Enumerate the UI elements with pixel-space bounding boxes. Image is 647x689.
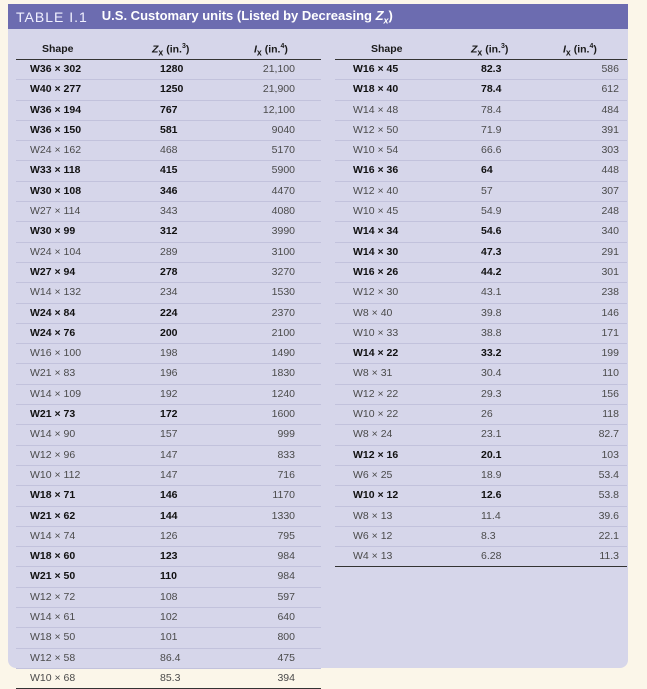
table-row bbox=[335, 324, 627, 344]
cell-zx: 157 bbox=[160, 428, 178, 441]
table-row bbox=[16, 80, 321, 100]
cell-ix: 3990 bbox=[271, 225, 295, 238]
cell-ix: 716 bbox=[277, 468, 295, 481]
table-row bbox=[16, 486, 321, 506]
cell-shape: W8 × 31 bbox=[353, 367, 393, 380]
table-row bbox=[335, 466, 627, 486]
cell-zx: 6.28 bbox=[481, 550, 502, 563]
table-row bbox=[16, 344, 321, 364]
cell-ix: 1490 bbox=[271, 347, 295, 360]
cell-zx: 1280 bbox=[160, 63, 184, 75]
cell-ix: 82.7 bbox=[598, 428, 619, 441]
cell-shape: W24 × 84 bbox=[30, 306, 76, 319]
column-header-row bbox=[335, 39, 627, 60]
cell-zx: 343 bbox=[160, 205, 178, 218]
cell-shape: W33 × 118 bbox=[30, 164, 81, 177]
table-row bbox=[16, 669, 321, 689]
cell-shape: W21 × 62 bbox=[30, 509, 76, 522]
cell-shape: W4 × 13 bbox=[353, 550, 393, 563]
table-row bbox=[335, 527, 627, 547]
cell-ix: 795 bbox=[277, 529, 295, 542]
cell-zx: 78.4 bbox=[481, 83, 502, 96]
cell-zx: 144 bbox=[160, 509, 178, 522]
cell-zx: 224 bbox=[160, 306, 178, 319]
header-ix: $I_x$ (in.$^4$) bbox=[254, 43, 288, 58]
cell-ix: 1600 bbox=[271, 408, 295, 421]
cell-shape: W8 × 24 bbox=[353, 428, 393, 441]
cell-ix: 12,100 bbox=[262, 103, 295, 116]
cell-shape: W12 × 22 bbox=[353, 387, 399, 400]
cell-shape: W24 × 162 bbox=[30, 144, 82, 157]
cell-ix: 3270 bbox=[271, 265, 295, 278]
cell-ix: 9040 bbox=[271, 123, 295, 136]
cell-zx: 23.1 bbox=[481, 428, 502, 441]
cell-shape: W10 × 45 bbox=[353, 205, 399, 218]
cell-shape: W18 × 71 bbox=[30, 489, 76, 502]
cell-ix: 586 bbox=[601, 63, 619, 75]
table-row bbox=[16, 567, 321, 587]
cell-shape: W16 × 36 bbox=[353, 164, 399, 177]
cell-shape: W12 × 40 bbox=[353, 184, 399, 197]
cell-zx: 110 bbox=[160, 570, 177, 583]
cell-ix: 394 bbox=[277, 671, 295, 684]
cell-shape: W6 × 12 bbox=[353, 529, 393, 542]
table-row bbox=[16, 283, 321, 303]
cell-shape: W10 × 12 bbox=[353, 489, 399, 502]
cell-shape: W16 × 26 bbox=[353, 265, 399, 278]
table-row bbox=[16, 446, 321, 466]
cell-shape: W40 × 277 bbox=[30, 83, 82, 96]
cell-ix: 2100 bbox=[271, 326, 295, 339]
cell-zx: 47.3 bbox=[481, 245, 502, 258]
cell-ix: 984 bbox=[277, 550, 295, 563]
table-row bbox=[335, 263, 627, 283]
cell-zx: 44.2 bbox=[481, 265, 502, 278]
cell-ix: 238 bbox=[601, 286, 619, 299]
cell-shape: W21 × 50 bbox=[30, 570, 76, 583]
cell-zx: 30.4 bbox=[481, 367, 502, 380]
cell-ix: 999 bbox=[277, 428, 295, 441]
cell-ix: 21,100 bbox=[262, 63, 295, 75]
cell-shape: W14 × 61 bbox=[30, 611, 76, 624]
cell-shape: W12 × 30 bbox=[353, 286, 399, 299]
cell-zx: 54.9 bbox=[481, 205, 502, 218]
table-row bbox=[16, 304, 321, 324]
table-row bbox=[335, 121, 627, 141]
table-row bbox=[16, 161, 321, 181]
table-panel bbox=[8, 4, 628, 684]
table-row bbox=[335, 161, 627, 181]
cell-zx: 278 bbox=[160, 265, 178, 278]
cell-shape: W12 × 16 bbox=[353, 448, 399, 461]
cell-zx: 767 bbox=[160, 103, 178, 116]
header-zx: $Z_x$ (in.$^3$) bbox=[152, 43, 190, 58]
cell-shape: W12 × 50 bbox=[353, 123, 399, 136]
cell-shape: W12 × 96 bbox=[30, 448, 76, 461]
cell-ix: 800 bbox=[277, 631, 295, 644]
cell-shape: W6 × 25 bbox=[353, 468, 393, 481]
cell-zx: 289 bbox=[160, 245, 178, 258]
table-row bbox=[335, 202, 627, 222]
cell-ix: 833 bbox=[277, 448, 295, 461]
cell-zx: 1250 bbox=[160, 83, 184, 96]
cell-shape: W8 × 40 bbox=[353, 306, 393, 319]
cell-zx: 147 bbox=[160, 448, 178, 461]
table-row bbox=[16, 527, 321, 547]
cell-ix: 1830 bbox=[271, 367, 295, 380]
cell-zx: 85.3 bbox=[160, 671, 181, 684]
table-row bbox=[335, 344, 627, 364]
header-ix: $I_x$ (in.$^4$) bbox=[563, 43, 597, 58]
cell-zx: 12.6 bbox=[481, 489, 502, 502]
cell-ix: 1330 bbox=[271, 509, 295, 522]
cell-ix: 53.8 bbox=[598, 489, 619, 502]
table-row bbox=[16, 141, 321, 161]
cell-ix: 303 bbox=[601, 144, 619, 157]
cell-zx: 123 bbox=[160, 550, 178, 563]
cell-ix: 146 bbox=[601, 306, 619, 319]
cell-shape: W12 × 72 bbox=[30, 590, 76, 603]
table-title-bar bbox=[8, 4, 628, 29]
table-label: TABLE I.1 bbox=[16, 8, 88, 25]
table-row bbox=[16, 588, 321, 608]
cell-ix: 4470 bbox=[271, 184, 295, 197]
table-row bbox=[16, 263, 321, 283]
cell-zx: 234 bbox=[160, 286, 178, 299]
cell-zx: 33.2 bbox=[481, 347, 502, 360]
cell-ix: 1170 bbox=[272, 489, 295, 502]
cell-zx: 101 bbox=[160, 631, 178, 644]
cell-shape: W14 × 48 bbox=[353, 103, 399, 116]
table-row bbox=[16, 202, 321, 222]
cell-ix: 291 bbox=[601, 245, 619, 258]
cell-ix: 53.4 bbox=[598, 468, 619, 481]
cell-shape: W10 × 112 bbox=[30, 468, 81, 481]
table-row bbox=[16, 425, 321, 445]
cell-zx: 54.6 bbox=[481, 225, 502, 238]
header-zx: $Z_x$ (in.$^3$) bbox=[471, 43, 509, 58]
table-row bbox=[335, 507, 627, 527]
cell-shape: W36 × 302 bbox=[30, 63, 82, 75]
cell-zx: 43.1 bbox=[481, 286, 502, 299]
table-row bbox=[335, 80, 627, 100]
cell-shape: W24 × 104 bbox=[30, 245, 82, 258]
cell-ix: 612 bbox=[601, 83, 619, 96]
cell-shape: W10 × 54 bbox=[353, 144, 399, 157]
table-row bbox=[16, 324, 321, 344]
column-header-row bbox=[16, 39, 321, 60]
cell-zx: 172 bbox=[160, 408, 178, 421]
cell-ix: 171 bbox=[601, 326, 619, 339]
cell-shape: W18 × 40 bbox=[353, 83, 399, 96]
table-row bbox=[16, 182, 321, 202]
table-row bbox=[16, 385, 321, 405]
right-rows bbox=[335, 60, 627, 567]
table-row bbox=[335, 243, 627, 263]
table-row bbox=[16, 628, 321, 648]
cell-shape: W14 × 22 bbox=[353, 347, 399, 360]
table-row bbox=[335, 304, 627, 324]
table-row bbox=[335, 101, 627, 121]
table-row bbox=[335, 364, 627, 384]
cell-zx: 147 bbox=[160, 468, 178, 481]
cell-shape: W14 × 74 bbox=[30, 529, 76, 542]
cell-ix: 984 bbox=[277, 570, 295, 583]
table-row bbox=[335, 141, 627, 161]
table-row bbox=[16, 649, 321, 669]
cell-ix: 301 bbox=[601, 265, 619, 278]
cell-ix: 22.1 bbox=[598, 529, 619, 542]
cell-shape: W16 × 45 bbox=[353, 63, 399, 75]
cell-zx: 38.8 bbox=[481, 326, 502, 339]
cell-ix: 484 bbox=[601, 103, 619, 116]
cell-zx: 8.3 bbox=[481, 529, 496, 542]
cell-ix: 5900 bbox=[271, 164, 295, 177]
cell-zx: 20.1 bbox=[481, 448, 502, 461]
table-row bbox=[16, 405, 321, 425]
cell-zx: 126 bbox=[160, 529, 178, 542]
cell-shape: W12 × 58 bbox=[30, 651, 76, 664]
cell-ix: 1240 bbox=[271, 387, 295, 400]
cell-zx: 66.6 bbox=[481, 144, 502, 157]
cell-zx: 102 bbox=[160, 611, 178, 624]
cell-shape: W10 × 68 bbox=[30, 671, 76, 684]
table-row bbox=[335, 547, 627, 567]
table-row bbox=[335, 222, 627, 242]
cell-ix: 2370 bbox=[271, 306, 295, 319]
cell-shape: W18 × 60 bbox=[30, 550, 76, 563]
table-row bbox=[335, 385, 627, 405]
cell-zx: 581 bbox=[160, 123, 178, 136]
table-row bbox=[335, 182, 627, 202]
cell-ix: 4080 bbox=[271, 205, 295, 218]
cell-zx: 29.3 bbox=[481, 387, 502, 400]
cell-ix: 307 bbox=[601, 184, 619, 197]
cell-shape: W30 × 99 bbox=[30, 225, 76, 238]
table-row bbox=[16, 608, 321, 628]
cell-zx: 11.4 bbox=[481, 509, 501, 522]
cell-ix: 391 bbox=[601, 123, 619, 136]
cell-zx: 64 bbox=[481, 164, 493, 177]
cell-shape: W36 × 194 bbox=[30, 103, 82, 116]
cell-zx: 71.9 bbox=[481, 123, 502, 136]
cell-shape: W24 × 76 bbox=[30, 326, 76, 339]
cell-zx: 57 bbox=[481, 184, 493, 197]
table-row bbox=[335, 283, 627, 303]
table-row bbox=[335, 446, 627, 466]
cell-shape: W14 × 109 bbox=[30, 387, 82, 400]
cell-zx: 192 bbox=[160, 387, 178, 400]
cell-zx: 415 bbox=[160, 164, 178, 177]
cell-shape: W14 × 30 bbox=[353, 245, 399, 258]
cell-zx: 26 bbox=[481, 408, 493, 421]
table-caption: U.S. Customary units (Listed by Decreasing $Z_x$) bbox=[101, 7, 393, 26]
cell-ix: 475 bbox=[277, 651, 295, 664]
cell-ix: 118 bbox=[602, 408, 619, 421]
cell-ix: 640 bbox=[277, 611, 295, 624]
cell-ix: 597 bbox=[277, 590, 295, 603]
table-row bbox=[335, 486, 627, 506]
cell-shape: W30 × 108 bbox=[30, 184, 82, 197]
cell-zx: 198 bbox=[160, 347, 178, 360]
cell-zx: 86.4 bbox=[160, 651, 181, 664]
cell-ix: 248 bbox=[601, 205, 619, 218]
table-row bbox=[16, 101, 321, 121]
cell-zx: 200 bbox=[160, 326, 178, 339]
cell-shape: W14 × 132 bbox=[30, 286, 82, 299]
cell-zx: 82.3 bbox=[481, 63, 502, 75]
cell-shape: W27 × 114 bbox=[30, 205, 81, 218]
cell-shape: W14 × 90 bbox=[30, 428, 76, 441]
cell-shape: W14 × 34 bbox=[353, 225, 399, 238]
cell-ix: 340 bbox=[601, 225, 619, 238]
cell-shape: W16 × 100 bbox=[30, 347, 82, 360]
table-row bbox=[335, 425, 627, 445]
cell-zx: 196 bbox=[160, 367, 178, 380]
cell-zx: 346 bbox=[160, 184, 178, 197]
cell-ix: 156 bbox=[601, 387, 619, 400]
cell-zx: 78.4 bbox=[481, 103, 502, 116]
cell-shape: W8 × 13 bbox=[353, 509, 393, 522]
table-row bbox=[16, 243, 321, 263]
cell-ix: 1530 bbox=[271, 286, 295, 299]
table-row bbox=[16, 507, 321, 527]
table-row bbox=[16, 466, 321, 486]
table-row bbox=[16, 222, 321, 242]
table-row bbox=[16, 60, 321, 80]
cell-ix: 11.3 bbox=[599, 550, 619, 563]
cell-shape: W27 × 94 bbox=[30, 265, 76, 278]
cell-zx: 468 bbox=[160, 144, 178, 157]
cell-shape: W18 × 50 bbox=[30, 631, 76, 644]
cell-ix: 5170 bbox=[271, 144, 295, 157]
cell-zx: 312 bbox=[160, 225, 178, 238]
cell-ix: 103 bbox=[601, 448, 619, 461]
cell-shape: W36 × 150 bbox=[30, 123, 82, 136]
cell-ix: 110 bbox=[602, 367, 619, 380]
cell-ix: 448 bbox=[601, 164, 619, 177]
table-row bbox=[335, 405, 627, 425]
table-row bbox=[16, 121, 321, 141]
cell-ix: 3100 bbox=[271, 245, 295, 258]
header-shape: Shape bbox=[42, 43, 74, 55]
cell-zx: 39.8 bbox=[481, 306, 502, 319]
cell-ix: 199 bbox=[601, 347, 619, 360]
table-row bbox=[16, 547, 321, 567]
cell-zx: 18.9 bbox=[481, 468, 502, 481]
cell-shape: W10 × 33 bbox=[353, 326, 399, 339]
cell-shape: W21 × 83 bbox=[30, 367, 76, 380]
table-row bbox=[335, 60, 627, 80]
cell-zx: 146 bbox=[160, 489, 178, 502]
cell-shape: W10 × 22 bbox=[353, 408, 399, 421]
cell-shape: W21 × 73 bbox=[30, 408, 76, 421]
table-row bbox=[16, 364, 321, 384]
cell-ix: 39.6 bbox=[598, 509, 619, 522]
cell-ix: 21,900 bbox=[262, 83, 295, 96]
cell-zx: 108 bbox=[160, 590, 178, 603]
left-rows bbox=[16, 60, 321, 689]
header-shape: Shape bbox=[371, 43, 403, 55]
